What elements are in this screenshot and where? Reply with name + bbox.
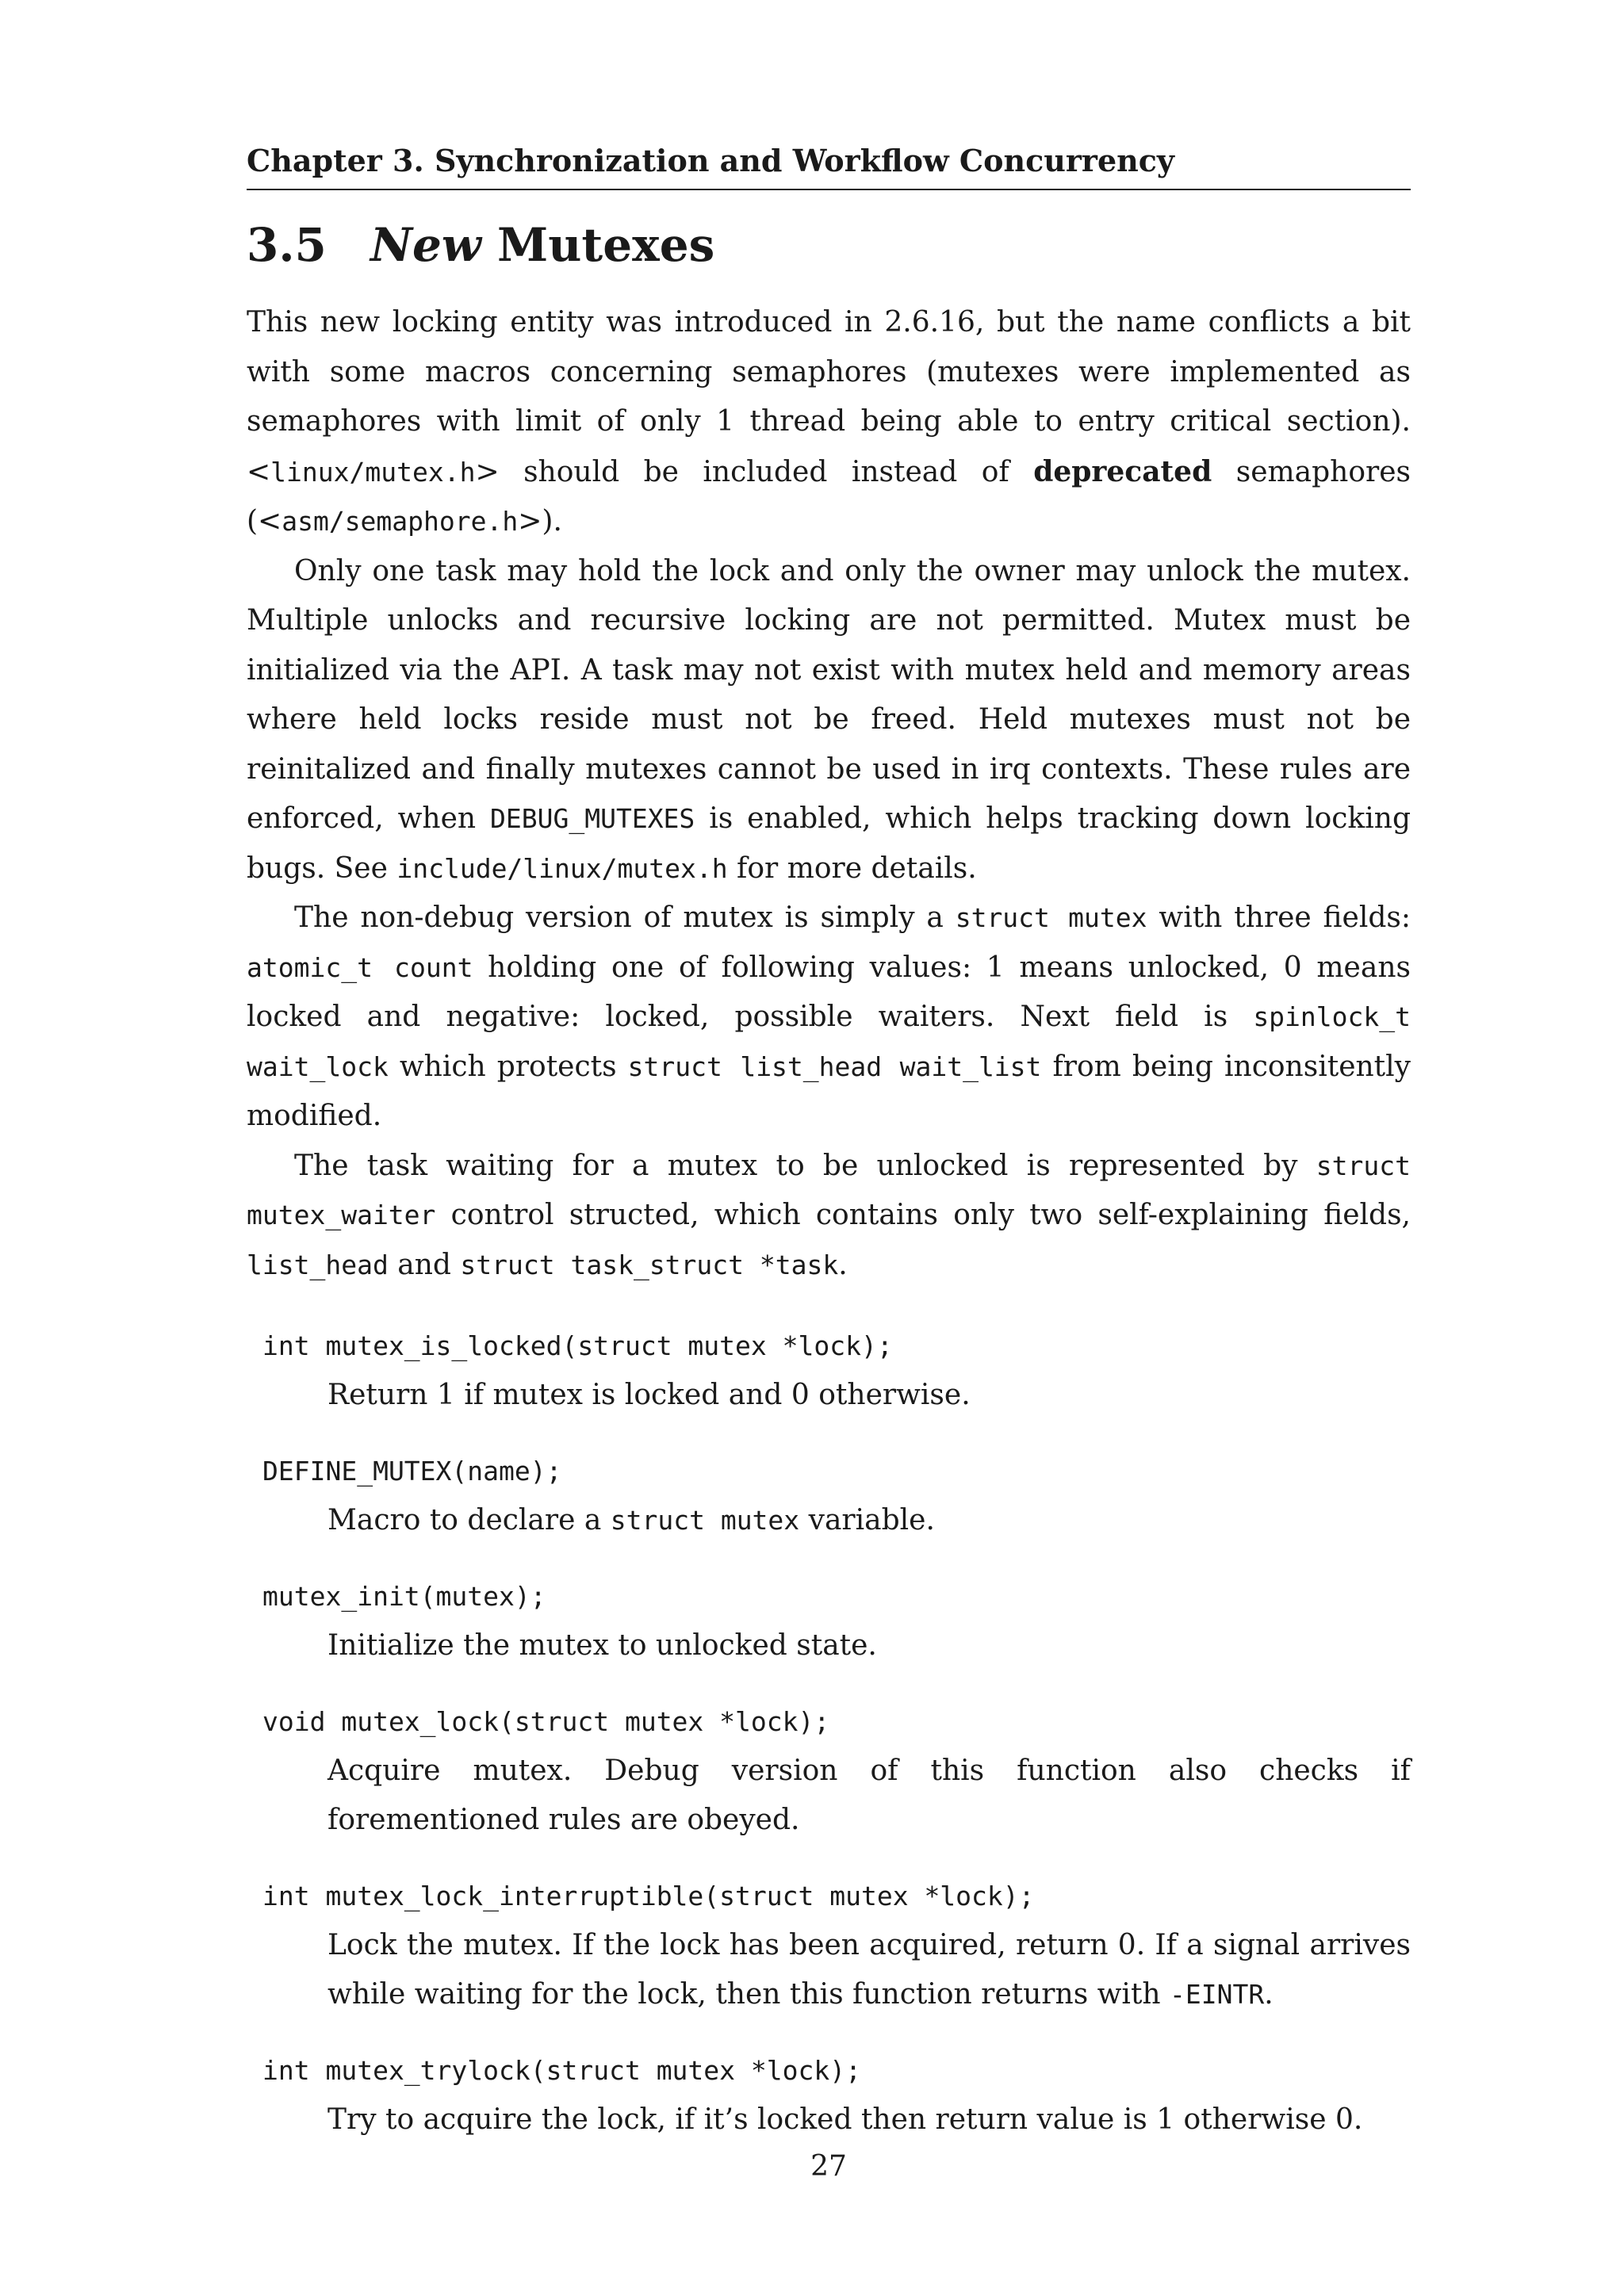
code-run: linux/mutex.h <box>270 456 476 488</box>
code-run: spinlock_t wait_lock <box>247 1001 1411 1082</box>
code-run: struct task_struct *task <box>460 1249 839 1280</box>
text-run: Macro to declare a <box>327 1504 611 1536</box>
document-page <box>247 141 1411 2202</box>
code-run: atomic_t count <box>247 951 473 983</box>
api-list <box>247 1322 1411 2145</box>
section-body <box>247 298 1411 1290</box>
running-head: Chapter 3. Synchronization and Workflow Concurrency <box>247 141 1411 190</box>
text-run: > should be included instead of <box>475 455 1034 488</box>
text-run: holding one of following values: 1 means unlocked, 0 means locked and negative: locked, possible waiters. Next field is <box>247 951 1411 1033</box>
text-run: Lock the mutex. If the lock has been acquired, return 0. If a signal arrives while waiting for the lock, then this function returns with <box>327 1929 1411 2011</box>
section-title-rest: Mutexes <box>481 218 715 272</box>
text-run: >). <box>518 505 562 538</box>
bold-run: deprecated <box>1033 454 1212 488</box>
api-item-mutex-trylock <box>247 2046 1411 2145</box>
paragraph-rules <box>247 547 1411 894</box>
section-number: 3.5 <box>247 218 327 272</box>
text-run: Only one task may hold the lock and only the owner may unlock the mutex. Multiple unlocks and recursive locking are not permitted. Mutex must be initialized via the API. A task may not exist with mutex held and memory areas where held locks reside must not be freed. Held mutexes must not be reinitalized and finally mutexes cannot be used in irq contexts. These rules are enforced, when <box>247 554 1411 835</box>
section-title <box>247 217 1411 273</box>
code-run: struct mutex_waiter <box>247 1150 1411 1230</box>
section-title-italic: New <box>370 218 481 272</box>
text-run: . <box>838 1248 848 1281</box>
code-run: struct mutex <box>610 1505 800 1536</box>
api-description <box>247 1496 1411 1545</box>
code-run: DEBUG_MUTEXES <box>490 803 695 834</box>
code-run: include/linux/mutex.h <box>396 852 728 884</box>
text-run: and <box>388 1248 461 1281</box>
code-run: list_head <box>247 1249 389 1280</box>
text-run: The non-debug version of mutex is simply a <box>294 901 956 934</box>
page-number: 27 <box>810 2150 847 2183</box>
api-item-mutex-is-locked <box>247 1322 1411 1420</box>
text-run: is enabled, which helps tracking down locking bugs. See <box>247 802 1411 885</box>
text-run: control structed, which contains only two self-explaining fields, <box>435 1199 1411 1231</box>
paragraph-waiter <box>247 1142 1411 1291</box>
text-run: from being inconsitently modified. <box>247 1050 1411 1132</box>
api-signature: void mutex_lock(struct mutex *lock); <box>262 1706 830 1737</box>
text-run: semaphores (< <box>247 455 1411 538</box>
text-run: The task waiting for a mutex to be unlocked is represented by <box>294 1149 1316 1182</box>
api-description: Try to acquire the lock, if it’s locked then return value is 1 otherwise 0. <box>327 2103 1363 2136</box>
text-run: which protects <box>388 1050 628 1083</box>
api-signature: mutex_init(mutex); <box>262 1581 546 1612</box>
api-signature: int mutex_lock_interruptible(struct mutex *lock); <box>262 1881 1035 1911</box>
code-run: -EINTR <box>1170 1979 1265 2010</box>
api-description <box>247 1921 1411 2019</box>
paragraph-struct <box>247 894 1411 1142</box>
api-item-define-mutex <box>247 1447 1411 1545</box>
api-description: Initialize the mutex to unlocked state. <box>327 1629 877 1662</box>
api-signature: DEFINE_MUTEX(name); <box>262 1456 562 1487</box>
api-item-mutex-init <box>247 1572 1411 1670</box>
text-run: variable. <box>799 1504 935 1536</box>
api-item-mutex-lock <box>247 1697 1411 1845</box>
api-description: Return 1 if mutex is locked and 0 otherwise. <box>327 1379 971 1411</box>
paragraph-intro <box>247 298 1411 547</box>
text-run: for more details. <box>727 851 977 885</box>
api-description: Acquire mutex. Debug version of this function also checks if forementioned rules are obeyed. <box>327 1755 1411 1836</box>
text-run: This new locking entity was introduced in 2.6.16, but the name conflicts a bit with some macros concerning semaphores (mutexes were implemented as semaphores with limit of only 1 thread being able to entry critical section). < <box>247 306 1411 488</box>
api-item-mutex-lock-interruptible <box>247 1872 1411 2019</box>
api-signature: int mutex_trylock(struct mutex *lock); <box>262 2055 861 2086</box>
code-run: struct mutex <box>955 902 1147 933</box>
text-run: . <box>1264 1978 1274 2011</box>
api-signature: int mutex_is_locked(struct mutex *lock); <box>262 1330 893 1361</box>
code-run: asm/semaphore.h <box>282 506 519 537</box>
code-run: struct list_head wait_list <box>627 1050 1042 1082</box>
text-run: with three fields: <box>1147 901 1411 934</box>
